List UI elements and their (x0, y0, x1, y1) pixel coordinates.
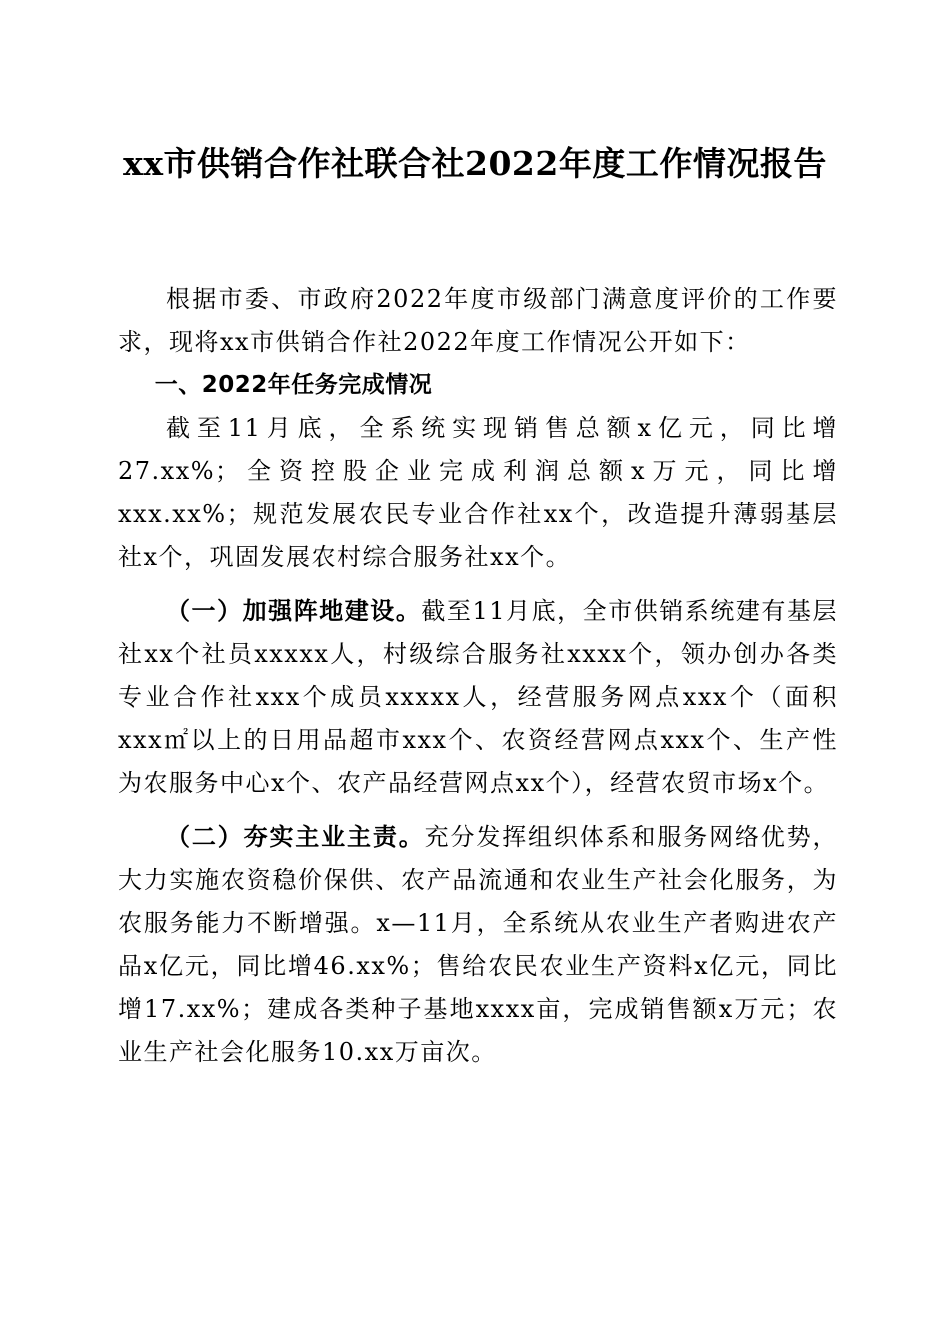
document-body (118, 278, 838, 1074)
section-heading-1: 一、2022年任务完成情况 (154, 372, 433, 398)
subsection-1-lead: （一）加强阵地建设。 (166, 596, 422, 625)
paragraph-gap (118, 579, 838, 589)
subsection-2-paragraph (118, 815, 838, 1074)
subsection-1-paragraph (118, 589, 838, 805)
subsection-2-text: 充分发挥组织体系和服务网络优势，大力实施农资稳价保供、农产品流通和农业生产社会化服务，为农服务能力不断增强。x—11月，全系统从农业生产者购进农产品x亿元，同比增46.xx%；售给农民农业生产资料x亿元，同比增17.xx%；建成各类种子基地xxxx亩，完成销售额x万元；农业生产社会化服务10.xx万亩次。 (118, 823, 839, 1066)
summary-paragraph: 截至11月底，全系统实现销售总额x亿元，同比增27.xx%；全资控股企业完成利润总额x万元，同比增xxx.xx%；规范发展农民专业合作社xx个，改造提升薄弱基层社x个，巩固发展农村综合服务社xx个。 (118, 414, 838, 571)
document-title: xx市供销合作社联合社2022年度工作情况报告 (123, 144, 827, 183)
subsection-1-text: 截至11月底，全市供销系统建有基层社xx个社员xxxxx人，村级综合服务社xxxx个，领办创办各类专业合作社xxx个成员xxxxx人，经营服务网点xxx个（面积xxx㎡以上的日用品超市xxx个、农资经营网点xxx个、生产性为农服务中心x个、农产品经营网点xx个），经营农贸市场x个。 (118, 597, 839, 797)
paragraph-gap (118, 805, 838, 815)
intro-paragraph: 根据市委、市政府2022年度市级部门满意度评价的工作要求，现将xx市供销合作社2022年度工作情况公开如下： (118, 285, 838, 356)
subsection-2-lead: （二）夯实主业主责。 (166, 822, 425, 851)
